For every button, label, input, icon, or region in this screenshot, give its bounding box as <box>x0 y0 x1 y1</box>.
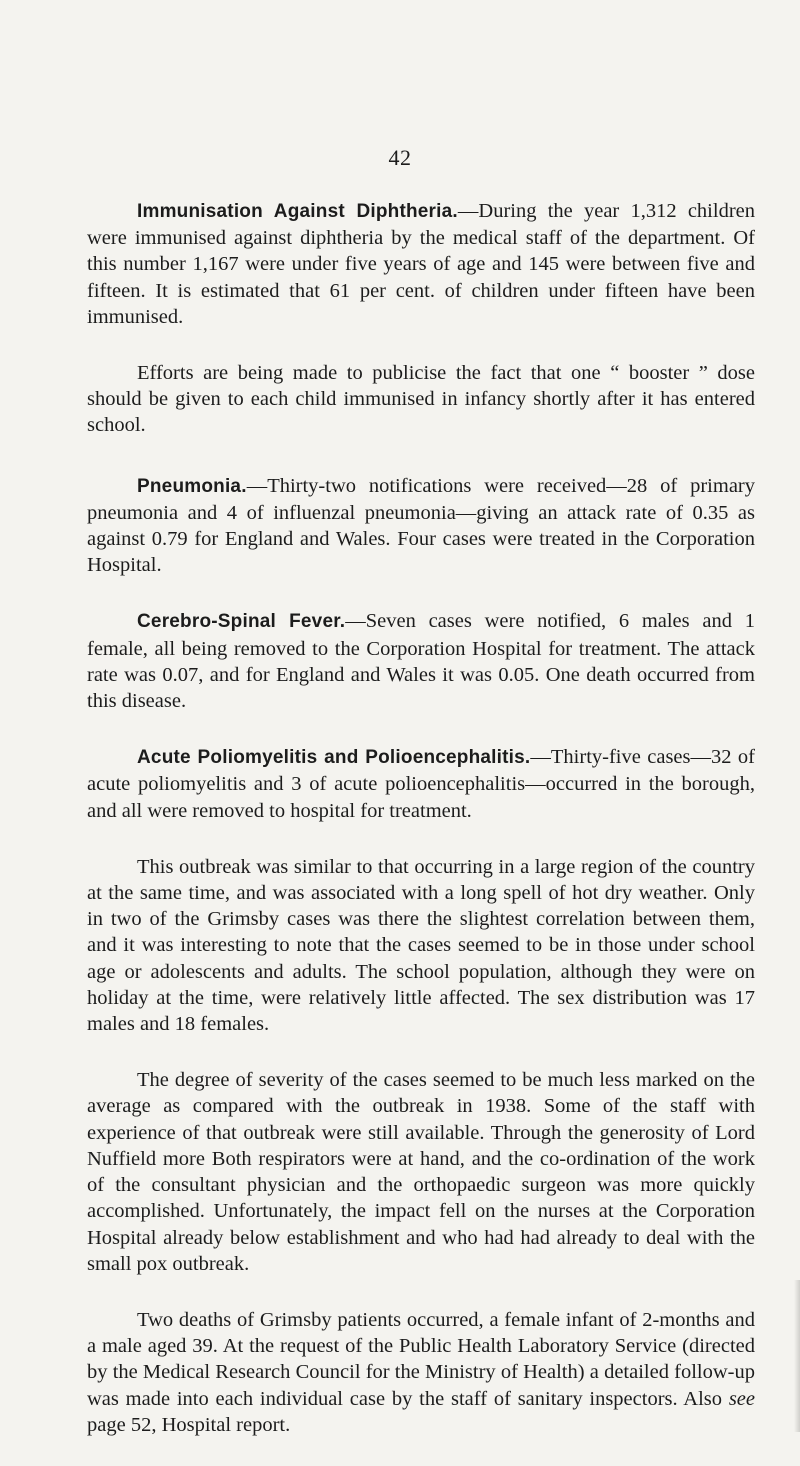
paragraph-text: This outbreak was similar to that occurring in a large region of the country at the same time, and was associated with a long spell of hot dry weather. Only in two of the Grimsby cases was there the slightest correlation between them, and it was interesting to note that the cases seemed to be in those under school age or adolescents and adults. The school population, although they were on holiday at the time, were relatively little affected. The sex distribution was 17 males and 18 females. <box>87 855 755 1036</box>
paragraph-poliomyelitis <box>87 744 755 824</box>
heading-pneumonia: Pneumonia. <box>137 475 247 497</box>
paragraph-outbreak <box>87 854 755 1037</box>
paragraph-text: The degree of severity of the cases seemed to be much less marked on the average as compared with the outbreak in 1938. Some of the staff with experience of that outbreak were still available. Through the generosity of Lord Nuffield more Both respirators were at hand, and the co-ordination of the work of the consultant physician and the orthopaedic surgeon was more quickly accomplished. Unfortunately, the impact fell on the nurses at the Corporation Hospital already below establishment and who had had already to deal with the small pox outbreak. <box>87 1069 755 1275</box>
page-edge-shadow <box>794 1280 800 1432</box>
page-number: 42 <box>388 145 412 170</box>
paragraph-text: —Thirty-five cases—32 of acute poliomyelitis and 3 of acute polioencephalitis—occurred in the borough, and all were removed to hospital for treatment. <box>87 746 755 822</box>
paragraph-booster <box>87 360 755 439</box>
paragraph-text: —Thirty-two notifications were received—28 of primary pneumonia and 4 of influenzal pneumonia—giving an attack rate of 0.35 as against 0.79 for England and Wales. Four cases were treated in the Corporation Hospital. <box>87 474 755 577</box>
paragraph-text: Efforts are being made to publicise the fact that one “ booster ” dose should be given to each child immunised in infancy shortly after it has entered school. <box>87 362 755 437</box>
italic-see: see <box>728 1387 756 1410</box>
paragraph-pneumonia <box>87 473 755 579</box>
heading-poliomyelitis: Acute Poliomyelitis and Polioencephalitis. <box>137 747 531 769</box>
report-body <box>87 198 755 1466</box>
paragraph-text-after: page 52, Hospital report. <box>87 1413 291 1436</box>
paragraph-text: Two deaths of Grimsby patients occurred, a female infant of 2-months and a male aged 39. At the request of the Public Health Laboratory Service (directed by the Medical Research Council for the Ministry of Health) a detailed follow-up was made into each individual case by the staff of sanitary inspectors. Also <box>87 1308 755 1410</box>
paragraph-text: —During the year 1,312 children were immunised against diphtheria by the medical staff of the department. Of this number 1,167 were under five years of age and 145 were between five and fifteen. It is estimated that 61 per cent. of children under fifteen have been immunised. <box>87 200 756 328</box>
paragraph-severity <box>87 1067 755 1277</box>
paragraph-cerebro-spinal-fever <box>87 608 755 714</box>
heading-diphtheria: Immunisation Against Diphtheria. <box>137 201 458 222</box>
paragraph-diphtheria <box>87 198 755 330</box>
paragraph-deaths <box>87 1307 755 1438</box>
paragraph-text: —Seven cases were notified, 6 males and 1 female, all being removed to the Corporation Hospital for treatment. The attack rate was 0.07, and for England and Wales it was 0.05. One death occurred from this disease. <box>87 610 755 713</box>
heading-cerebro-spinal-fever: Cerebro-Spinal Fever. <box>137 611 346 633</box>
